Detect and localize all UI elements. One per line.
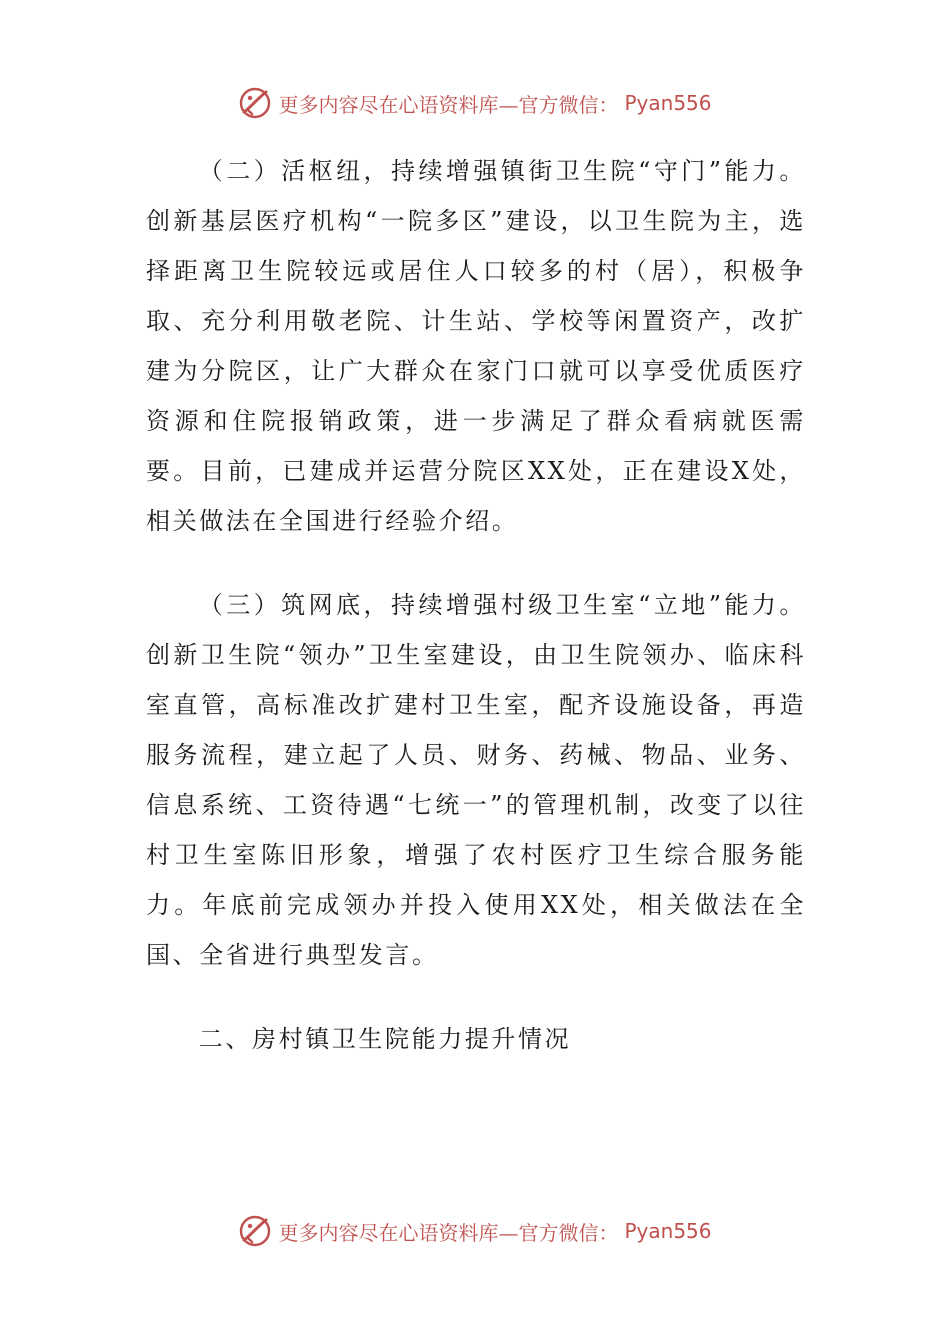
watermark-wechat-id: Pyan556: [624, 91, 712, 115]
paragraph-section-three: （三）筑网底，持续增强村级卫生室“立地”能力。创新卫生院“领办”卫生室建设，由卫生院领办、临床科室直管，高标准改扩建村卫生室，配齐设施设备，再造服务流程，建立起了人员、财务、药械、物品、业务、信息系统、工资待遇“七统一”的管理机制，改变了以往村卫生室陈旧形象，增强了农村医疗卫生综合服务能力。年底前完成领办并投入使用XX处，相关做法在全国、全省进行典型发言。: [146, 591, 806, 969]
section-heading: 二、房村镇卫生院能力提升情况: [198, 1025, 572, 1053]
document-body: [146, 146, 806, 1064]
footer-watermark: [0, 1214, 950, 1248]
watermark-text: 更多内容尽在心语资料库—官方微信：: [278, 92, 619, 117]
paragraph-section-two: （二）活枢纽，持续增强镇街卫生院“守门”能力。创新基层医疗机构“一院多区”建设，以卫生院为主，选择距离卫生院较远或居住人口较多的村（居），积极争取、充分利用敬老院、计生站、学校等闲置资产，改扩建为分院区，让广大群众在家门口就可以享受优质医疗资源和住院报销政策，进一步满足了群众看病就医需要。目前，已建成并运营分院区XX处，正在建设X处，相关做法在全国进行经验介绍。: [146, 157, 806, 535]
watermark-text: 更多内容尽在心语资料库—官方微信：: [278, 1220, 619, 1245]
pen-circle-logo-icon: [238, 86, 272, 120]
pen-circle-logo-icon: [238, 1214, 272, 1248]
header-watermark: [0, 86, 950, 120]
watermark-wechat-id: Pyan556: [624, 1219, 712, 1243]
